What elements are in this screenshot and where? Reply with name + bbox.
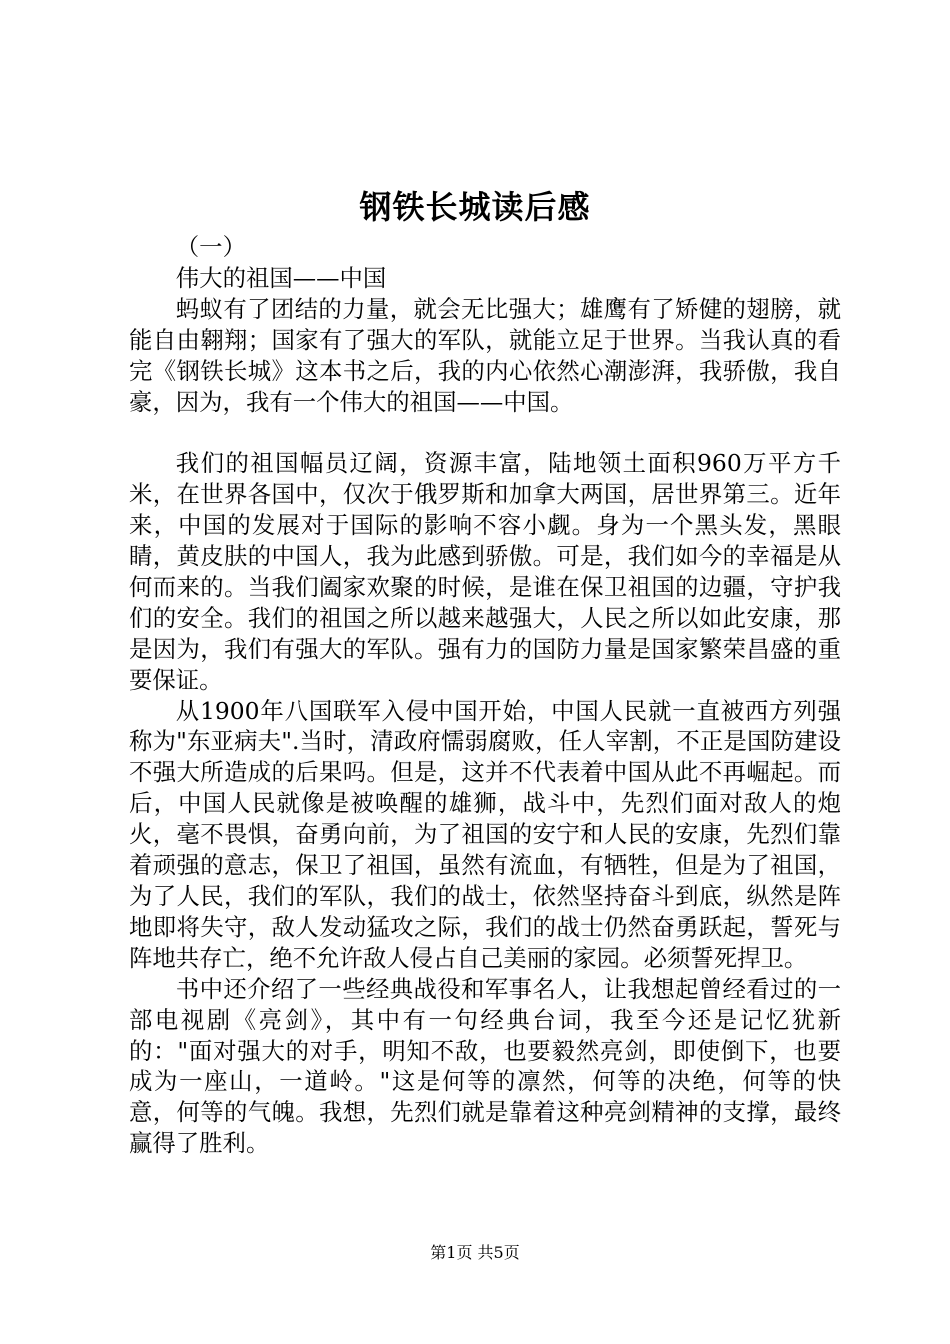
- page-footer: 第1页 共5页: [430, 1243, 520, 1262]
- document-title: 钢铁长城读后感: [359, 188, 591, 226]
- paragraph-liangjian: 书中还介绍了一些经典战役和军事名人，让我想起曾经看过的一部电视剧《亮剑》，其中有一句经典台词，我至今还是记忆犹新的："面对强大的对手，明知不敌，也要毅然亮剑，即使倒下，也要成为一座山，一道岭。"这是何等的凛然，何等的决绝，何等的快意，何等的气魄。我想，先烈们就是靠着这种亮剑精神的支撑，最终赢得了胜利。: [129, 974, 841, 1158]
- document-body: [129, 232, 841, 1159]
- section-heading: 伟大的祖国——中国: [175, 263, 387, 292]
- paragraph-motherland: 我们的祖国幅员辽阔，资源丰富，陆地领土面积960万平方千米，在世界各国中，仅次于俄罗斯和加拿大两国，居世界第三。近年来，中国的发展对于国际的影响不容小觑。身为一个黑头发，黑眼睛，黄皮肤的中国人，我为此感到骄傲。可是，我们如今的幸福是从何而来的。当我们阖家欢聚的时候，是谁在保卫祖国的边疆，守护我们的安全。我们的祖国之所以越来越强大，人民之所以如此安康，那是因为，我们有强大的军队。强有力的国防力量是国家繁荣昌盛的重要保证。: [129, 449, 841, 694]
- paragraph-history: 从1900年八国联军入侵中国开始，中国人民就一直被西方列强称为"东亚病夫".当时，清政府懦弱腐败，任人宰割，不正是国防建设不强大所造成的后果吗。但是，这并不代表着中国从此不再崛起。而后，中国人民就像是被唤醒的雄狮，战斗中，先烈们面对敌人的炮火，毫不畏惧，奋勇向前，为了祖国的安宁和人民的安康，先烈们靠着顽强的意志，保卫了祖国，虽然有流血，有牺牲，但是为了祖国，为了人民，我们的军队，我们的战士，依然坚持奋斗到底，纵然是阵地即将失守，敌人发动猛攻之际，我们的战士仍然奋勇跃起，誓死与阵地共存亡，绝不允许敌人侵占自己美丽的家园。必须誓死捍卫。: [129, 696, 841, 972]
- paragraph-intro: 蚂蚁有了团结的力量，就会无比强大；雄鹰有了矫健的翅膀，就能自由翱翔；国家有了强大的军队，就能立足于世界。当我认真的看完《钢铁长城》这本书之后，我的内心依然心潮澎湃，我骄傲，我自豪，因为，我有一个伟大的祖国——中国。: [129, 294, 841, 416]
- section-marker: （一）: [175, 233, 246, 261]
